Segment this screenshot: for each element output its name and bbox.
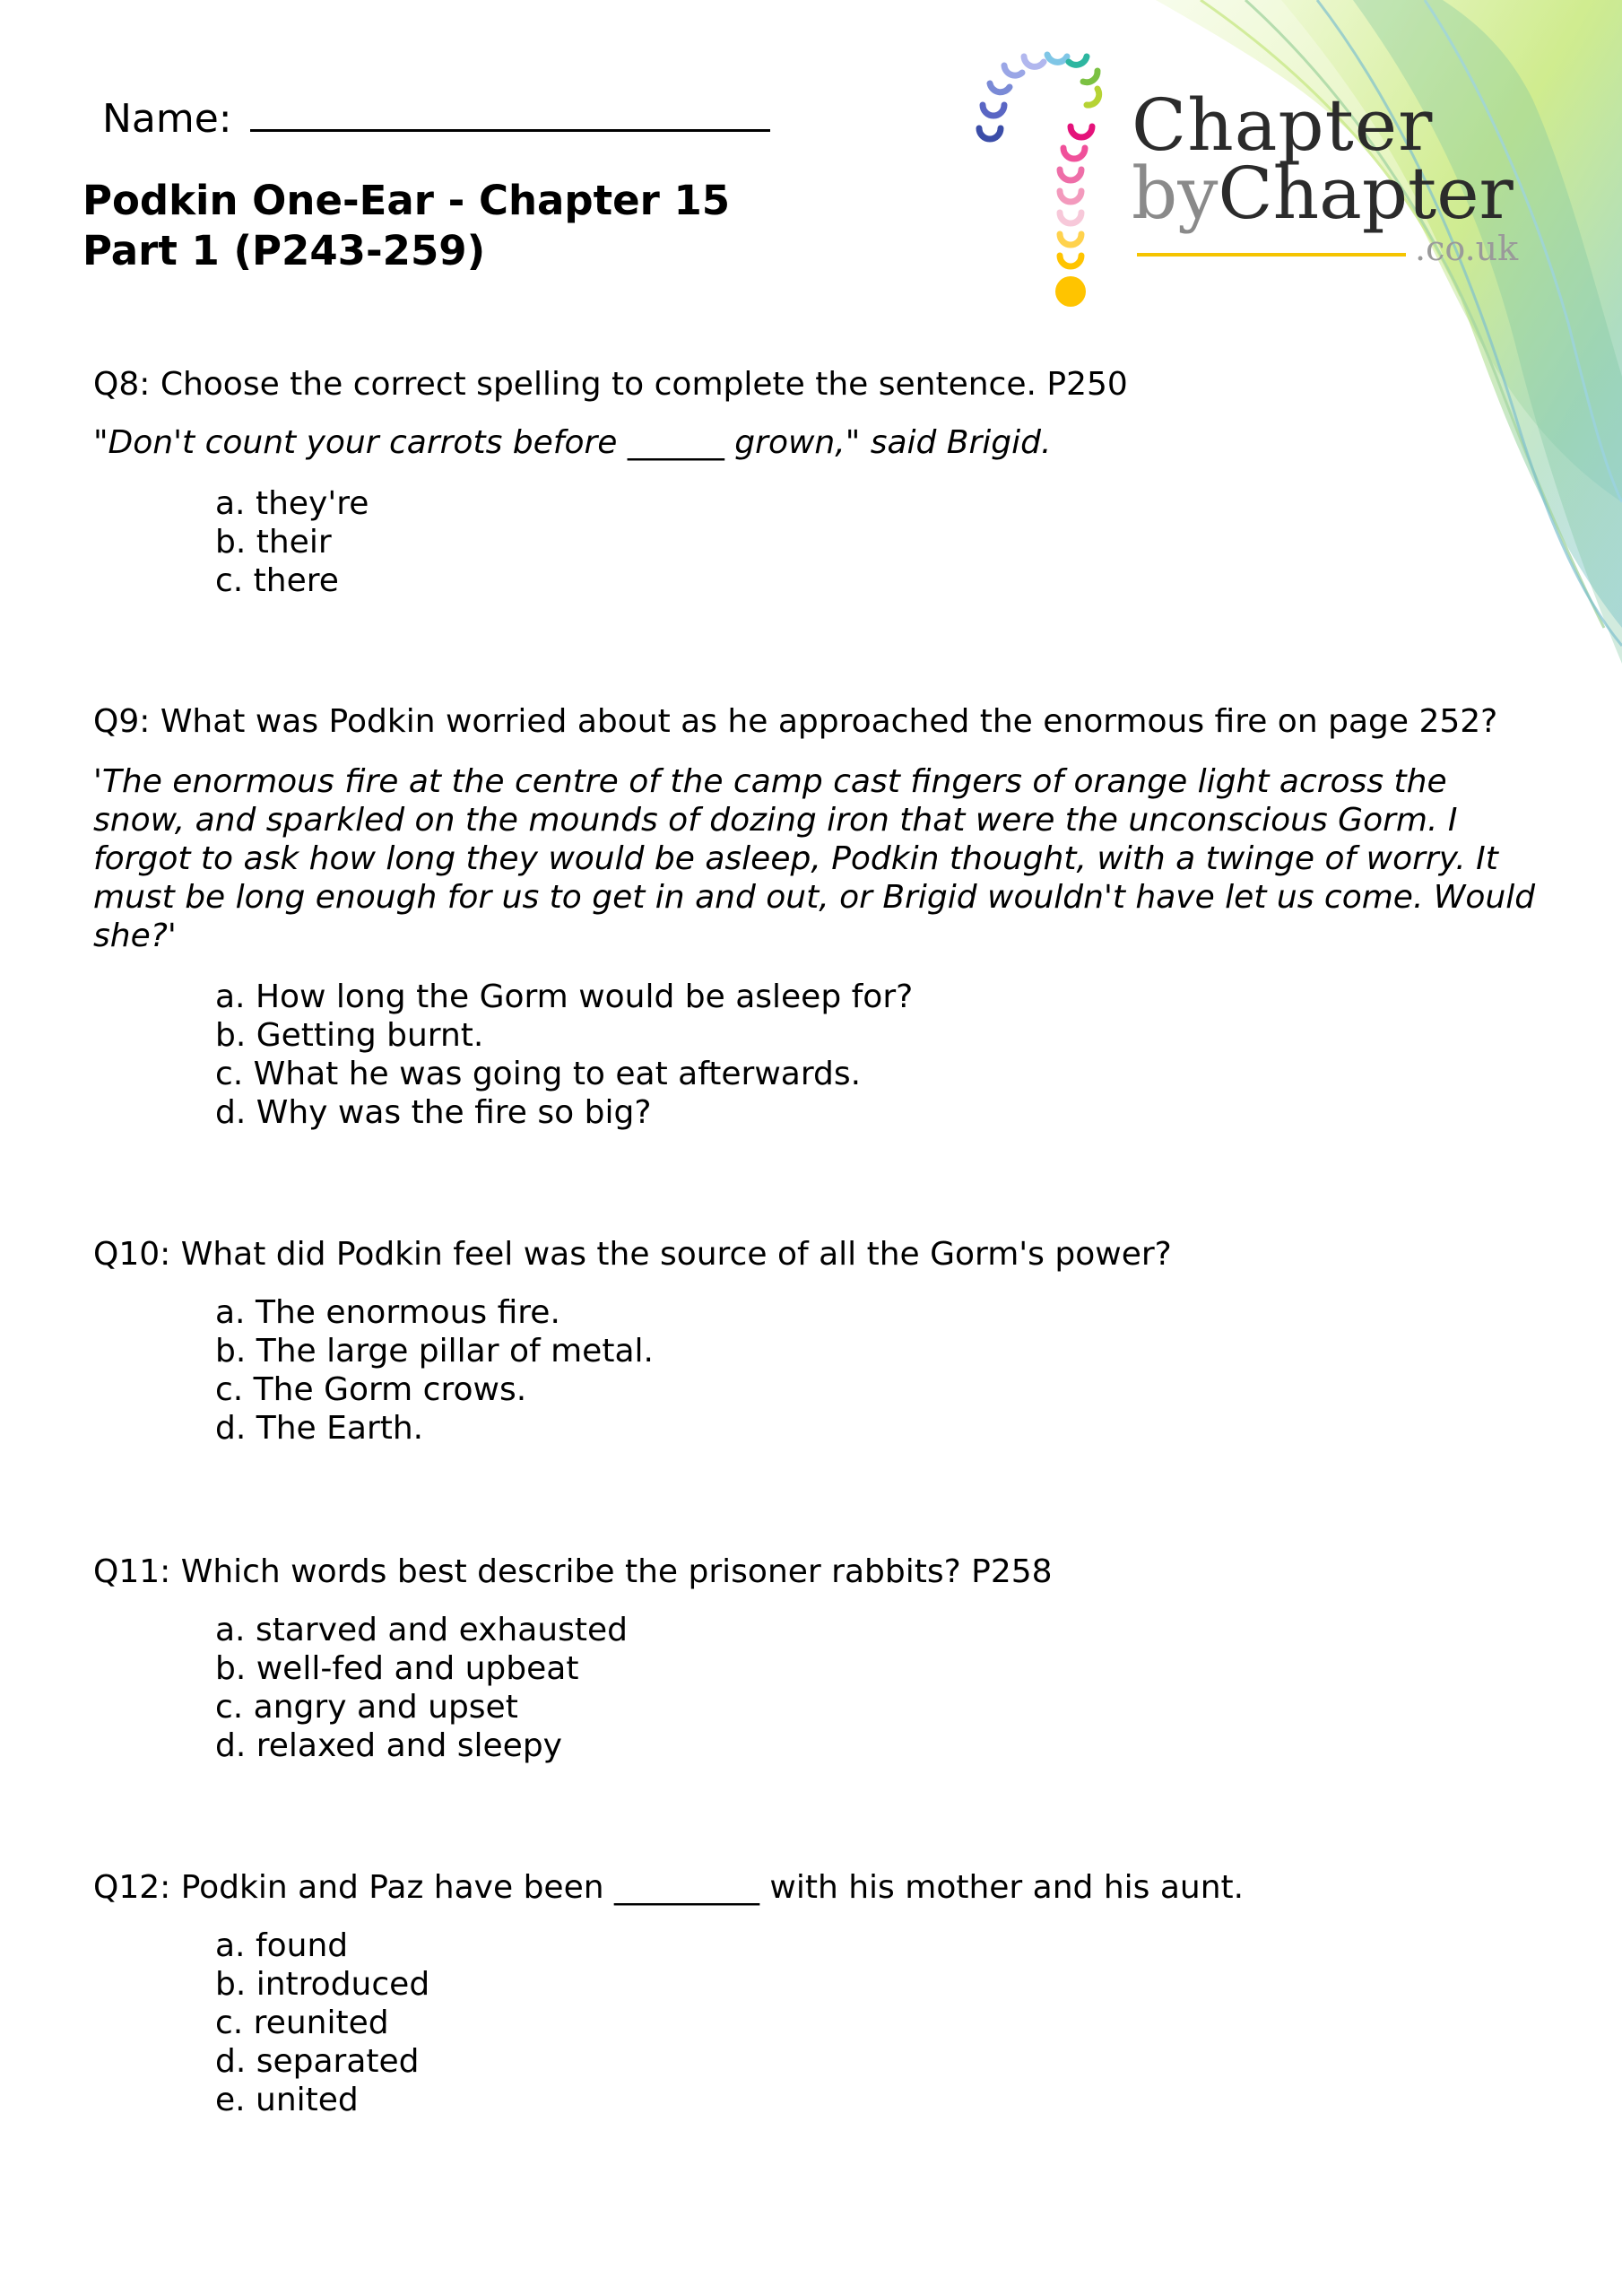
option[interactable]: b. their — [215, 524, 332, 561]
question-9: Q9: What was Podkin worried about as he approached the enormous fire on page 252? — [93, 703, 1498, 740]
question-12: Q12: Podkin and Paz have been _________ with his mother and his aunt. — [93, 1869, 1245, 1906]
option[interactable]: a. The enormous fire. — [215, 1294, 560, 1331]
option[interactable]: c. What he was going to eat afterwards. — [215, 1056, 862, 1092]
question-9-quote: 'The enormous fire at the centre of the camp cast fingers of orange light across the snow, and sparkled on the mounds of dozing iron that were the unconscious Gorm. I forgot to ask how long they would be asleep, Podkin thought, with a twinge of worry. It must be long enough for us to get in and out, or Brigid wouldn't have let us come. Would she?' — [93, 763, 1536, 954]
question-12-options — [215, 1926, 429, 2119]
option[interactable]: b. introduced — [215, 1966, 430, 2003]
option[interactable]: a. How long the Gorm would be asleep for? — [215, 978, 914, 1015]
option[interactable]: b. Getting burnt. — [215, 1017, 484, 1054]
logo-wordmark — [1132, 83, 1514, 235]
option[interactable]: b. well-fed and upbeat — [215, 1650, 579, 1687]
option[interactable]: a. they're — [215, 485, 369, 522]
name-field[interactable] — [102, 90, 770, 142]
question-8-quote: "Don't count your carrots before ______ grown," said Brigid. — [93, 424, 1052, 461]
logo-underline — [1137, 253, 1406, 257]
option[interactable]: d. separated — [215, 2043, 420, 2080]
question-8-options — [215, 484, 369, 600]
name-blank-line[interactable] — [250, 90, 770, 132]
question-9-options — [215, 978, 913, 1132]
logo-domain: .co.uk — [1415, 229, 1519, 268]
option[interactable]: c. The Gorm crows. — [215, 1371, 527, 1408]
option[interactable]: e. united — [215, 2082, 359, 2118]
option[interactable]: d. Why was the fire so big? — [215, 1094, 652, 1131]
option[interactable]: d. relaxed and sleepy — [215, 1727, 562, 1764]
option[interactable]: c. reunited — [215, 2005, 389, 2041]
question-10: Q10: What did Podkin feel was the source of all the Gorm's power? — [93, 1236, 1172, 1273]
question-8: Q8: Choose the correct spelling to complete the sentence. P250 — [93, 366, 1128, 403]
option[interactable]: d. The Earth. — [215, 1410, 424, 1447]
name-label: Name: — [102, 96, 232, 142]
option[interactable]: a. found — [215, 1927, 349, 1964]
logo-word-bychapter: byChapter — [1132, 152, 1514, 235]
option[interactable]: c. there — [215, 562, 339, 599]
question-10-options — [215, 1293, 654, 1448]
title-line-2: Part 1 (P243-259) — [82, 227, 486, 274]
question-11: Q11: Which words best describe the prisoner rabbits? P258 — [93, 1553, 1053, 1590]
question-11-options — [215, 1611, 628, 1765]
option[interactable]: c. angry and upset — [215, 1689, 518, 1726]
page-title — [82, 176, 730, 276]
option[interactable]: a. starved and exhausted — [215, 1612, 628, 1648]
logo-word-chapter: Chapter — [1132, 83, 1434, 167]
title-line-1: Podkin One-Ear - Chapter 15 — [82, 177, 731, 224]
option[interactable]: b. The large pillar of metal. — [215, 1333, 654, 1370]
